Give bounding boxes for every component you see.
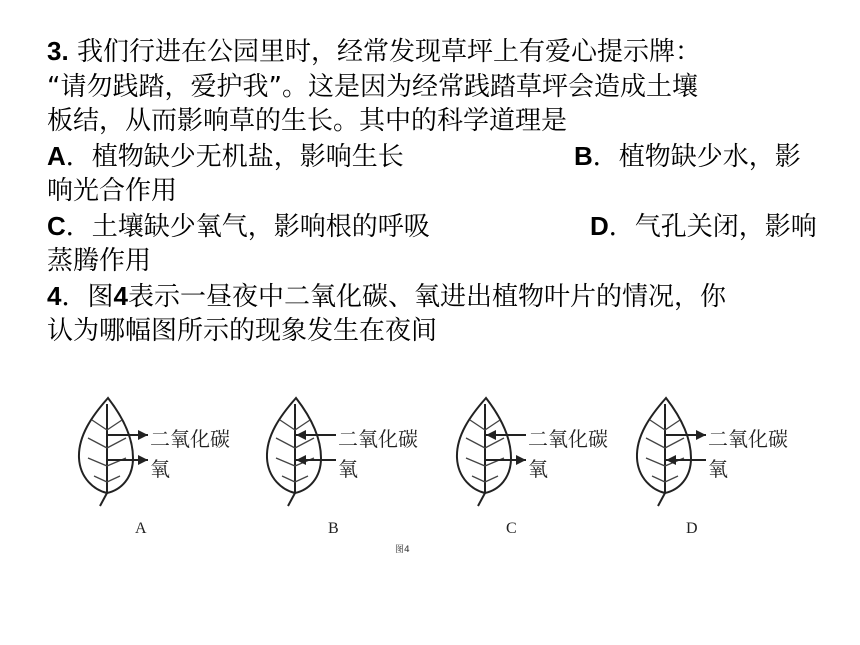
leaf-vein	[107, 420, 122, 430]
co2-label-a: 二氧化碳	[150, 427, 230, 451]
option-d: D．气孔关闭，影响	[590, 210, 817, 242]
q4-line-1: 4．图4表示一昼夜中二氧化碳、氧进出植物叶片的情况，你	[47, 280, 726, 312]
panel-letter-a: A	[135, 520, 147, 537]
leaf-vein	[485, 476, 498, 482]
leaf-panel-c	[448, 390, 628, 550]
leaf-vein	[470, 420, 485, 430]
o2-label-a: 氧	[150, 457, 170, 481]
leaf-vein	[295, 420, 310, 430]
o2-label-c: 氧	[528, 457, 548, 481]
option-c: C．土壤缺少氧气，影响根的呼吸	[47, 210, 430, 242]
leaf-vein	[646, 438, 665, 448]
leaf-vein	[88, 438, 107, 448]
option-b-continued: 响光合作用	[47, 176, 178, 206]
leaf-outline	[267, 398, 321, 493]
leaf-vein	[652, 476, 665, 482]
question-block	[47, 34, 847, 349]
co2-label-d: 二氧化碳	[708, 427, 788, 451]
panel-letter-d: D	[686, 520, 698, 537]
option-d-continued: 蒸腾作用	[47, 246, 152, 276]
leaf-vein	[92, 420, 107, 430]
q3-line-3: 板结，从而影响草的生长。其中的科学道理是	[47, 106, 568, 136]
q4-number: 4	[47, 280, 62, 311]
leaf-vein	[107, 476, 120, 482]
leaf-vein	[466, 458, 485, 466]
leaf-vein	[646, 458, 665, 466]
leaf-vein	[295, 476, 308, 482]
leaf-vein	[276, 438, 295, 448]
q3-line-1: 3. 我们行进在公园里时，经常发现草坪上有爱心提示牌：	[47, 36, 701, 67]
option-a: A．植物缺少无机盐，影响生长	[47, 140, 404, 172]
o2-label-d: 氧	[708, 457, 728, 481]
figure-4	[60, 390, 820, 570]
leaf-outline	[79, 398, 133, 493]
figure-caption: 图4	[395, 545, 410, 555]
leaf-vein	[472, 476, 485, 482]
q3-line-2: “请勿践踏，爱护我”。这是因为经常践踏草坪会造成土壤	[47, 71, 698, 102]
leaf-vein	[485, 438, 504, 448]
o2-label-b: 氧	[338, 457, 358, 481]
leaf-panel-b	[258, 390, 438, 550]
panel-letter-c: C	[506, 520, 517, 537]
leaf-vein	[94, 476, 107, 482]
leaf-vein	[88, 458, 107, 466]
leaf-vein	[276, 458, 295, 466]
panel-letter-b: B	[328, 520, 339, 537]
leaf-vein	[282, 476, 295, 482]
leaf-vein	[107, 438, 126, 448]
option-b: B．植物缺少水，影	[574, 140, 801, 172]
q3-options-cd	[47, 209, 847, 245]
leaf-vein	[665, 438, 684, 448]
q3-number: 3.	[47, 36, 69, 66]
q3-options-ab	[47, 139, 847, 175]
leaf-vein	[665, 476, 678, 482]
leaf-panel-a	[70, 390, 250, 550]
leaf-outline	[637, 398, 691, 493]
co2-label-b: 二氧化碳	[338, 427, 418, 451]
leaf-vein	[485, 420, 500, 430]
leaf-panel-d	[628, 390, 808, 550]
leaf-vein	[295, 438, 314, 448]
leaf-vein	[650, 420, 665, 430]
leaf-vein	[466, 438, 485, 448]
leaf-vein	[280, 420, 295, 430]
leaf-outline	[457, 398, 511, 493]
co2-label-c: 二氧化碳	[528, 427, 608, 451]
leaf-vein	[665, 420, 680, 430]
q4-line-2: 认为哪幅图所示的现象发生在夜间	[47, 316, 438, 346]
